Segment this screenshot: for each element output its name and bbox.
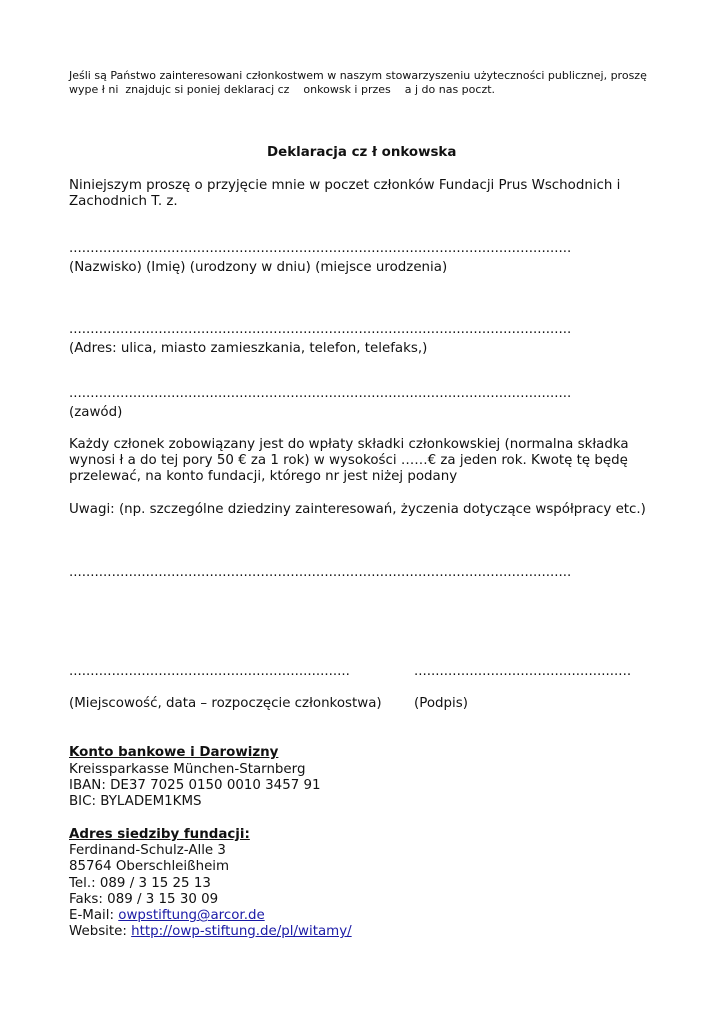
fee-line-3: przelewać, na konto fundacji, którego nr jest niżej podany	[69, 469, 458, 484]
address-field-label: (Adres: ulica, miasto zamieszkania, telefon, telefaks,)	[69, 341, 428, 356]
declaration-line-2: Zachodnich T. z.	[69, 194, 178, 209]
email-row	[69, 908, 265, 925]
bank-name: Kreissparkasse München-Starnberg	[69, 762, 306, 777]
address-fill-line[interactable]: ......................................................................................................................	[69, 322, 572, 337]
signature-label: (Podpis)	[414, 696, 468, 711]
address-fax: Faks: 089 / 3 15 30 09	[69, 892, 219, 907]
bank-iban: IBAN: DE37 7025 0150 0010 3457 91	[69, 778, 321, 793]
website-label: Website:	[69, 924, 132, 939]
address-heading: Adres siedziby fundacji:	[69, 827, 250, 842]
page-title: Deklaracja cz ł onkowska	[267, 145, 457, 160]
email-link[interactable]: owpstiftung@arcor.de	[118, 908, 265, 923]
remarks-fill-line[interactable]: ......................................................................................................................	[69, 565, 572, 580]
fee-line-2: wynosi ł a do tej pory 50 € za 1 rok) w wysokości ……€ za jeden rok. Kwotę tę będę	[69, 453, 628, 468]
address-city: 85764 Oberschleißheim	[69, 859, 230, 874]
intro-line-2: wype ł ni znajdujc si poniej deklaracj cz onkowsk i przes a j do nas poczt.	[69, 83, 496, 96]
occupation-fill-line[interactable]: ......................................................................................................................	[69, 386, 572, 401]
email-label: E-Mail:	[69, 908, 119, 923]
bank-bic: BIC: BYLADEM1KMS	[69, 794, 202, 809]
place-date-label: (Miejscowość, data – rozpoczęcie członkostwa)	[69, 696, 382, 711]
remarks-label: Uwagi: (np. szczególne dziedziny zainteresowań, życzenia dotyczące współpracy etc.)	[69, 502, 646, 517]
declaration-line-1: Niniejszym proszę o przyjęcie mnie w poczet członków Fundacji Prus Wschodnich i	[69, 178, 621, 193]
name-field-label: (Nazwisko) (Imię) (urodzony w dniu) (miejsce urodzenia)	[69, 260, 448, 275]
place-date-fill-line[interactable]: ..................................................................	[69, 664, 350, 679]
website-row	[69, 924, 352, 941]
website-link[interactable]: http://owp-stiftung.de/pl/witamy/	[131, 924, 352, 939]
name-fill-line[interactable]: ......................................................................................................................	[69, 241, 572, 256]
fee-line-1: Każdy członek zobowiązany jest do wpłaty składki członkowskiej (normalna składka	[69, 437, 629, 452]
address-street: Ferdinand-Schulz-Alle 3	[69, 843, 226, 858]
bank-heading: Konto bankowe i Darowizny	[69, 745, 279, 760]
occupation-field-label: (zawód)	[69, 405, 123, 420]
address-phone: Tel.: 089 / 3 15 25 13	[69, 876, 211, 891]
signature-fill-line[interactable]: ...................................................	[414, 664, 632, 679]
intro-line-1: Jeśli są Państwo zainteresowani członkostwem w naszym stowarzyszeniu użyteczności publicznej, proszę	[69, 69, 647, 82]
